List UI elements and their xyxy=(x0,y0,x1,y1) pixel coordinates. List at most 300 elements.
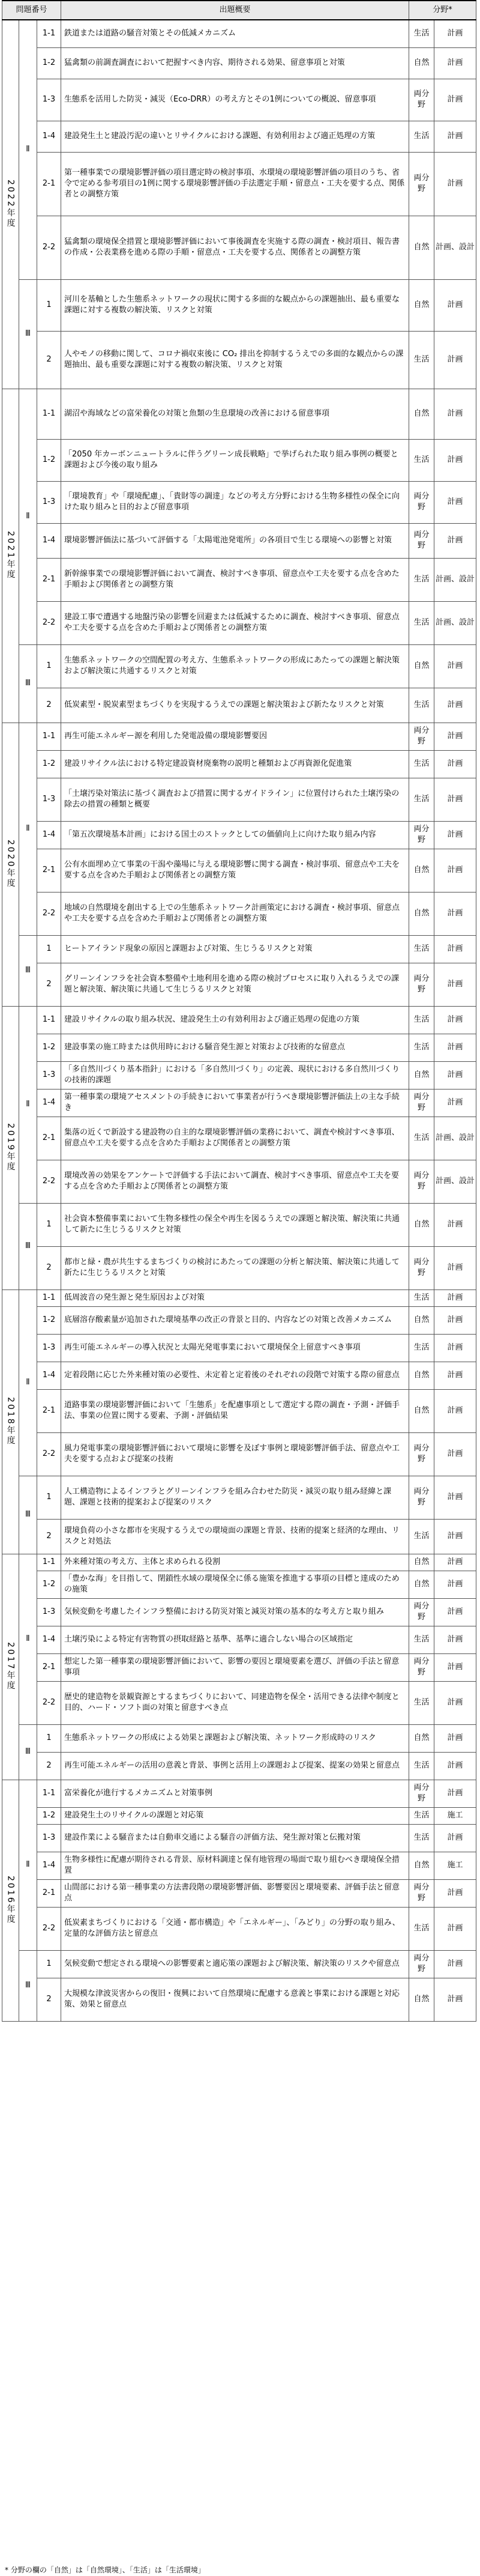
question-number: 1-2 xyxy=(37,1807,61,1824)
field-category: 計画 xyxy=(434,1061,476,1089)
section-number: Ⅱ xyxy=(19,723,37,935)
field-category: 計画、設計 xyxy=(434,1160,476,1203)
field-kind: 両分野 xyxy=(409,1950,434,1978)
field-kind: 自然 xyxy=(409,892,434,935)
table-row xyxy=(2,1362,476,1389)
table-row xyxy=(2,439,476,481)
question-summary: 人やモノの移動に関して、コロナ禍収束後に CO₂ 排出を抑制するうえでの多面的な観点からの課題抽出、最も重要な課題に対する複数の解決策、リスクと対策 xyxy=(61,331,409,389)
question-summary: 生態系ネットワークの形成による効果と課題および解決策、ネットワーク形成時のリスク xyxy=(61,1724,409,1752)
question-summary: 集落の近くで新設する建設物の自主的な環境影響評価の業務において、調査や検討すべき事項、留意点や工夫を要する点を含めた手順および関係者との調整方策 xyxy=(61,1117,409,1160)
section-number: Ⅲ xyxy=(19,1724,37,1780)
question-summary: 「第五次環境基本計画」における国土のストックとしての価値向上に向けた取り組み内容 xyxy=(61,821,409,849)
field-kind: 生活 xyxy=(409,439,434,481)
question-summary: 風力発電事業の環境影響評価において環境に影響を及ぼす事例と環境影響評価手法、留意点や工夫を要する点および提案の技術 xyxy=(61,1432,409,1476)
table-row xyxy=(2,20,476,47)
field-category: 計画 xyxy=(434,1306,476,1334)
question-summary: 土壌汚染による特定有害物質の摂取経路と基準、基準に適合しない場合の区域指定 xyxy=(61,1626,409,1653)
table-row xyxy=(2,1571,476,1598)
section-number: Ⅲ xyxy=(19,935,37,1006)
field-category: 計画 xyxy=(434,1978,476,2021)
question-summary: 環境影響評価法に基づいて評価する「太陽電池発電所」の各項目で生じる環境への影響と対策 xyxy=(61,523,409,558)
question-number: 1-3 xyxy=(37,481,61,523)
question-number: 2-2 xyxy=(37,1681,61,1724)
field-category: 計画 xyxy=(434,1034,476,1061)
field-category: 計画 xyxy=(434,1626,476,1653)
question-summary: 富栄養化が進行するメカニズムと対策事例 xyxy=(61,1780,409,1807)
table-row xyxy=(2,821,476,849)
field-kind: 生活 xyxy=(409,1290,434,1306)
question-summary: 建設リサイクル法における特定建設資材廃棄物の説明と種類および再資源化促進策 xyxy=(61,750,409,778)
field-kind: 自然 xyxy=(409,1554,434,1571)
question-summary: 「豊かな海」を目指して、閉鎖性水域の環境保全に係る施策を推進する事項の目標と達成のための施策 xyxy=(61,1571,409,1598)
field-category: 計画 xyxy=(434,1334,476,1362)
table-row xyxy=(2,1554,476,1571)
question-number: 2 xyxy=(37,1246,61,1290)
table-row xyxy=(2,1034,476,1061)
field-kind: 生活 xyxy=(409,935,434,963)
field-kind: 自然 xyxy=(409,1724,434,1752)
field-category: 計画 xyxy=(434,1246,476,1290)
question-number: 1 xyxy=(37,1950,61,1978)
question-number: 1-4 xyxy=(37,1626,61,1653)
table-row xyxy=(2,1950,476,1978)
question-number: 1 xyxy=(37,1203,61,1246)
question-summary: 山間部における第一種事業の方法書段階の環境影響評価、影響要因と環境要素、評価手法と留意点 xyxy=(61,1879,409,1907)
field-kind: 生活 xyxy=(409,121,434,152)
field-category: 計画 xyxy=(434,1752,476,1780)
question-number: 2-1 xyxy=(37,1389,61,1432)
question-number: 2-1 xyxy=(37,558,61,601)
question-summary: 「2050 年カーボンニュートラルに伴うグリーン成長戦略」で挙げられた取り組み事例の概要と課題および今後の取り組み xyxy=(61,439,409,481)
field-category: 計画 xyxy=(434,1571,476,1598)
field-kind: 自然 xyxy=(409,216,434,279)
question-number: 1-1 xyxy=(37,20,61,47)
year-label: 2021年度 xyxy=(2,389,19,723)
year-label: 2022年度 xyxy=(2,20,19,389)
question-number: 2 xyxy=(37,688,61,723)
table-row xyxy=(2,121,476,152)
question-summary: 外来種対策の考え方、主体と求められる役割 xyxy=(61,1554,409,1571)
question-number: 2-1 xyxy=(37,849,61,892)
field-kind: 自然 xyxy=(409,279,434,331)
header-field: 分野* xyxy=(409,1,476,20)
table-row xyxy=(2,1907,476,1950)
field-kind: 両分野 xyxy=(409,152,434,216)
question-number: 1-3 xyxy=(37,1598,61,1626)
question-number: 1-2 xyxy=(37,47,61,79)
question-number: 1-4 xyxy=(37,1362,61,1389)
field-kind: 生活 xyxy=(409,1752,434,1780)
field-kind: 生活 xyxy=(409,1681,434,1724)
field-category: 計画 xyxy=(434,121,476,152)
question-summary: 再生可能エネルギー源を利用した発電設備の環境影響要因 xyxy=(61,723,409,750)
field-category: 計画 xyxy=(434,644,476,688)
field-kind: 両分野 xyxy=(409,1246,434,1290)
table-row xyxy=(2,279,476,331)
field-kind: 両分野 xyxy=(409,1160,434,1203)
section-number: Ⅱ xyxy=(19,20,37,279)
field-category: 計画、設計 xyxy=(434,1117,476,1160)
table-row xyxy=(2,1852,476,1879)
question-summary: 建設発生土と建設汚泥の違いとリサイクルにおける課題、有効利用および適正処理の方策 xyxy=(61,121,409,152)
section-number: Ⅱ xyxy=(19,1290,37,1476)
table-row xyxy=(2,1724,476,1752)
table-row xyxy=(2,1389,476,1432)
question-summary: 新幹線事業での環境影響評価において調査、検討すべき事項、留意点や工夫を要する点を含めた手順および関係者との調整方策 xyxy=(61,558,409,601)
field-category: 計画 xyxy=(434,389,476,439)
field-category: 計画 xyxy=(434,1681,476,1724)
question-summary: 生態系を活用した防災・減災（Eco-DRR）の考え方とその1例についての概説、留意事項 xyxy=(61,79,409,121)
field-category: 計画 xyxy=(434,1879,476,1907)
field-kind: 両分野 xyxy=(409,1598,434,1626)
question-summary: 建設発生土のリサイクルの課題と対応策 xyxy=(61,1807,409,1824)
question-number: 2 xyxy=(37,963,61,1006)
question-number: 2 xyxy=(37,1752,61,1780)
question-number: 1-4 xyxy=(37,121,61,152)
field-category: 計画 xyxy=(434,1203,476,1246)
question-summary: 低炭素まちづくりにおける「交通・都市構造」や「エネルギー」、「みどり」の分野の取り組み、定量的な評価方法と留意点 xyxy=(61,1907,409,1950)
table-row xyxy=(2,389,476,439)
table-row xyxy=(2,1476,476,1519)
field-kind: 生活 xyxy=(409,1117,434,1160)
question-number: 1-2 xyxy=(37,750,61,778)
question-number: 2-1 xyxy=(37,1879,61,1907)
field-category: 計画 xyxy=(434,892,476,935)
header-number: 問題番号 xyxy=(2,1,61,20)
field-kind: 生活 xyxy=(409,778,434,821)
field-kind: 自然 xyxy=(409,47,434,79)
field-kind: 両分野 xyxy=(409,481,434,523)
question-summary: 歴史的建造物を景観資源とするまちづくりにおいて、同建造物を保全・活用できる法律や制度と目的、ハード・ソフト面の対策と留意すべき点 xyxy=(61,1681,409,1724)
field-kind: 自然 xyxy=(409,1203,434,1246)
question-number: 1-2 xyxy=(37,1306,61,1334)
question-number: 1-1 xyxy=(37,1006,61,1034)
field-category: 施工 xyxy=(434,1852,476,1879)
table-row xyxy=(2,1807,476,1824)
question-number: 1 xyxy=(37,935,61,963)
question-number: 1-3 xyxy=(37,1334,61,1362)
field-category: 計画 xyxy=(434,1519,476,1554)
section-number: Ⅱ xyxy=(19,1006,37,1203)
question-number: 2-1 xyxy=(37,152,61,216)
table-row xyxy=(2,331,476,389)
question-summary: 再生可能エネルギーの導入状況と太陽光発電事業において環境保全上留意すべき事項 xyxy=(61,1334,409,1362)
field-kind: 自然 xyxy=(409,389,434,439)
question-summary: 気候変動を考慮したインフラ整備における防災対策と減災対策の基本的な考え方と取り組み xyxy=(61,1598,409,1626)
question-summary: 第一種事業の環境アセスメントの手続きにおいて事業者が行うべき環境影響評価法上の主な手続き xyxy=(61,1089,409,1117)
question-summary: 環境改善の効果をアンケートで評価する手法において調査、検討すべき事項、留意点や工夫を要する点を含めた手順および関係者との調整方策 xyxy=(61,1160,409,1203)
field-category: 計画 xyxy=(434,439,476,481)
field-kind: 生活 xyxy=(409,1034,434,1061)
question-summary: 建設作業による騒音または自動車交通による騒音の評価方法、発生源対策と伝搬対策 xyxy=(61,1824,409,1852)
field-kind: 自然 xyxy=(409,1571,434,1598)
field-category: 計画 xyxy=(434,1290,476,1306)
field-kind: 自然 xyxy=(409,1362,434,1389)
question-summary: 都市と緑・農が共生するまちづくりの検討にあたっての課題の分析と解決策、解決策に共通して新たに生じうるリスクと対策 xyxy=(61,1246,409,1290)
table-row xyxy=(2,1978,476,2021)
table-row xyxy=(2,216,476,279)
table-row xyxy=(2,1089,476,1117)
question-number: 1-4 xyxy=(37,1852,61,1879)
question-number: 1 xyxy=(37,644,61,688)
field-kind: 両分野 xyxy=(409,1879,434,1907)
table-row xyxy=(2,1006,476,1034)
question-summary: 想定した第一種事業の環境影響評価において、影響の要因と環境要素を選び、評価の手法と留意事項 xyxy=(61,1653,409,1681)
question-summary: 猛禽類の環境保全措置と環境影響評価において事後調査を実施する際の調査・検討項目、報告書の作成・公表業務を進める際の手順・留意点・工夫を要する点、関係者との調整方策 xyxy=(61,216,409,279)
field-kind: 両分野 xyxy=(409,79,434,121)
field-kind: 生活 xyxy=(409,1626,434,1653)
table-row xyxy=(2,152,476,216)
question-number: 1-1 xyxy=(37,389,61,439)
question-summary: グリーンインフラを社会資本整備や土地利用を進める際の検討プロセスに取り入れるうえでの課題と解決策、解決策に共通して生じうるリスクと対策 xyxy=(61,963,409,1006)
field-kind: 両分野 xyxy=(409,963,434,1006)
question-number: 1 xyxy=(37,279,61,331)
table-row xyxy=(2,1432,476,1476)
table-row xyxy=(2,79,476,121)
question-summary: 生物多様性に配慮が期待される背景、原材料調達と保有地管理の場面で取り組むべき環境保全措置 xyxy=(61,1852,409,1879)
question-summary: 生態系ネットワークの空間配置の考え方、生態系ネットワークの形成にあたっての課題と解決策および解決策に共通するリスクと対策 xyxy=(61,644,409,688)
table-row xyxy=(2,778,476,821)
field-category: 計画 xyxy=(434,821,476,849)
header-row xyxy=(2,1,476,20)
question-number: 1-2 xyxy=(37,439,61,481)
question-number: 1-1 xyxy=(37,1780,61,1807)
question-number: 1-1 xyxy=(37,1290,61,1306)
field-kind: 両分野 xyxy=(409,1089,434,1117)
exam-table xyxy=(2,0,476,2022)
table-row xyxy=(2,723,476,750)
question-summary: 公有水面埋め立て事業の干潟や藻場に与える環境影響に関する調査・検討事項、留意点や工夫を要する点を含めた手順および関係者との調整方策 xyxy=(61,849,409,892)
question-number: 1-3 xyxy=(37,778,61,821)
question-summary: 建設事業の施工時または供用時における騒音発生源と対策および技術的な留意点 xyxy=(61,1034,409,1061)
field-kind: 生活 xyxy=(409,1334,434,1362)
table-row xyxy=(2,1598,476,1626)
field-kind: 両分野 xyxy=(409,821,434,849)
field-kind: 両分野 xyxy=(409,1432,434,1476)
table-row xyxy=(2,935,476,963)
header-summary: 出題概要 xyxy=(61,1,409,20)
field-kind: 両分野 xyxy=(409,1780,434,1807)
table-row xyxy=(2,1780,476,1807)
question-number: 1 xyxy=(37,1476,61,1519)
field-category: 計画 xyxy=(434,523,476,558)
field-category: 計画 xyxy=(434,79,476,121)
field-kind: 生活 xyxy=(409,688,434,723)
question-summary: 鉄道または道路の騒音対策とその低減メカニズム xyxy=(61,20,409,47)
table-row xyxy=(2,1681,476,1724)
table-row xyxy=(2,1290,476,1306)
field-kind: 生活 xyxy=(409,1907,434,1950)
field-category: 計画 xyxy=(434,849,476,892)
question-number: 2-2 xyxy=(37,1160,61,1203)
question-summary: 低周波音の発生源と発生原因および対策 xyxy=(61,1290,409,1306)
table-row xyxy=(2,1117,476,1160)
section-number: Ⅱ xyxy=(19,389,37,644)
field-category: 計画 xyxy=(434,1598,476,1626)
field-kind: 生活 xyxy=(409,601,434,644)
table-row xyxy=(2,1653,476,1681)
question-number: 1-1 xyxy=(37,1554,61,1571)
question-summary: 「多自然川づくり基本指針」における「多自然川づくり」の定義、現状における多自然川づくりの技術的課題 xyxy=(61,1061,409,1089)
table-row xyxy=(2,523,476,558)
question-summary: 「土壌汚染対策法に基づく調査および措置に関するガイドライン」に位置付けられた土壌汚染の除去の措置の種類と概要 xyxy=(61,778,409,821)
question-number: 1-4 xyxy=(37,821,61,849)
question-summary: ヒートアイランド現象の原因と課題および対策、生じうるリスクと対策 xyxy=(61,935,409,963)
question-summary: 猛禽類の前調査調査において把握すべき内容、期待される効果、留意事項と対策 xyxy=(61,47,409,79)
field-category: 計画 xyxy=(434,331,476,389)
field-kind: 生活 xyxy=(409,558,434,601)
field-kind: 自然 xyxy=(409,1306,434,1334)
field-category: 計画 xyxy=(434,1824,476,1852)
table-row xyxy=(2,892,476,935)
field-category: 計画、設計 xyxy=(434,601,476,644)
question-summary: 低炭素型・脱炭素型まちづくりを実現するうえでの課題と解決策および新たなリスクと対策 xyxy=(61,688,409,723)
field-category: 計画 xyxy=(434,1432,476,1476)
question-number: 2-2 xyxy=(37,601,61,644)
field-kind: 生活 xyxy=(409,20,434,47)
question-number: 2-2 xyxy=(37,216,61,279)
table-row xyxy=(2,1334,476,1362)
field-kind: 両分野 xyxy=(409,1653,434,1681)
question-summary: 河川を基軸とした生態系ネットワークの現状に関する多面的な観点からの課題抽出、最も重要な課題に対する複数の解決策、リスクと対策 xyxy=(61,279,409,331)
section-number: Ⅱ xyxy=(19,1780,37,1950)
question-number: 1-4 xyxy=(37,1089,61,1117)
field-category: 計画 xyxy=(434,750,476,778)
question-number: 2 xyxy=(37,1519,61,1554)
field-category: 計画 xyxy=(434,1006,476,1034)
table-row xyxy=(2,558,476,601)
year-label: 2018年度 xyxy=(2,1290,19,1554)
section-number: Ⅲ xyxy=(19,644,37,723)
field-category: 計画 xyxy=(434,481,476,523)
footnote: * 分野の欄の「自然」は「自然環境」、「生活」は「生活環境」 xyxy=(5,2566,205,2574)
field-category: 計画 xyxy=(434,688,476,723)
field-kind: 自然 xyxy=(409,1061,434,1089)
field-category: 計画 xyxy=(434,1476,476,1519)
field-category: 計画 xyxy=(434,1362,476,1389)
section-number: Ⅲ xyxy=(19,1203,37,1290)
question-summary: 道路事業の環境影響評価において「生態系」を配慮事項として選定する際の調査・予測・評価手法、事業の位置に関する要素、予測・評価結果 xyxy=(61,1389,409,1432)
field-category: 施工 xyxy=(434,1807,476,1824)
question-summary: 定着段階に応じた外来種対策の必要性、未定着と定着後のそれぞれの段階で対策する際の留意点 xyxy=(61,1362,409,1389)
question-summary: 環境負荷の小さな都市を実現するうえでの環境面の課題と背景、技術的提案と経済的な理由、リスクと対処法 xyxy=(61,1519,409,1554)
field-kind: 生活 xyxy=(409,1006,434,1034)
table-row xyxy=(2,688,476,723)
question-summary: 人工構造物によるインフラとグリーンインフラを組み合わせた防災・減災の取り組み経緯と課題、課題と技術的提案および提案のリスク xyxy=(61,1476,409,1519)
question-number: 2-2 xyxy=(37,892,61,935)
table-row xyxy=(2,1061,476,1089)
field-category: 計画 xyxy=(434,1389,476,1432)
table-row xyxy=(2,601,476,644)
table-row xyxy=(2,750,476,778)
field-category: 計画 xyxy=(434,1653,476,1681)
section-number: Ⅲ xyxy=(19,1950,37,2021)
section-number: Ⅲ xyxy=(19,279,37,389)
field-category: 計画 xyxy=(434,279,476,331)
question-summary: 社会資本整備事業において生物多様性の保全や再生を図るうえでの課題と解決策、解決策に共通して新たに生じうるリスクと対策 xyxy=(61,1203,409,1246)
question-summary: 底層溶存酸素量が追加された環境基準の改正の背景と目的、内容などの対策と改善メカニズム xyxy=(61,1306,409,1334)
field-category: 計画 xyxy=(434,723,476,750)
question-number: 2-1 xyxy=(37,1653,61,1681)
question-summary: 大規模な津波災害からの復旧・復興において自然環境に配慮する意義と事業における課題と対応策、効果と留意点 xyxy=(61,1978,409,2021)
field-kind: 生活 xyxy=(409,331,434,389)
field-kind: 両分野 xyxy=(409,1476,434,1519)
question-summary: 「環境教育」や「環境配慮」、「貴財等の調達」などの考え方分野における生物多様性の保全に向けた取り組みと目的および留意事項 xyxy=(61,481,409,523)
question-number: 2-2 xyxy=(37,1432,61,1476)
table-row xyxy=(2,1203,476,1246)
table-row xyxy=(2,1626,476,1653)
question-summary: 建設工事で遭遇する地盤汚染の影響を回避または低減するために調査、検討すべき事項、留意点や工夫を要する点を含めた手順および関係者との調整方策 xyxy=(61,601,409,644)
question-summary: 再生可能エネルギーの活用の意義と背景、事例と活用上の課題および提案、提案の効果と留意点 xyxy=(61,1752,409,1780)
field-kind: 自然 xyxy=(409,644,434,688)
table-row xyxy=(2,1879,476,1907)
field-kind: 生活 xyxy=(409,750,434,778)
field-category: 計画 xyxy=(434,152,476,216)
question-number: 1-2 xyxy=(37,1571,61,1598)
year-label: 2017年度 xyxy=(2,1554,19,1780)
year-label: 2016年度 xyxy=(2,1780,19,2021)
table-row xyxy=(2,1160,476,1203)
field-category: 計画 xyxy=(434,1554,476,1571)
field-category: 計画 xyxy=(434,963,476,1006)
question-number: 1 xyxy=(37,1724,61,1752)
question-summary: 地域の自然環境を創出する上での生態系ネットワーク計画策定における調査・検討事項、留意点や工夫を要する点を含めた手順および関係者との調整方策 xyxy=(61,892,409,935)
field-category: 計画 xyxy=(434,1089,476,1117)
question-summary: 建設リサイクルの取り組み状況、建設発生土の有効利用および適正処理の促進の方策 xyxy=(61,1006,409,1034)
question-summary: 気候変動で想定される環境への影響要素と適応策の課題および解決策、解決策のリスクや留意点 xyxy=(61,1950,409,1978)
question-number: 1-3 xyxy=(37,1824,61,1852)
table-row xyxy=(2,481,476,523)
section-number: Ⅲ xyxy=(19,1476,37,1554)
field-category: 計画 xyxy=(434,47,476,79)
question-number: 2-1 xyxy=(37,1117,61,1160)
table-row xyxy=(2,1246,476,1290)
table-row xyxy=(2,849,476,892)
field-category: 計画、設計 xyxy=(434,216,476,279)
field-kind: 自然 xyxy=(409,849,434,892)
year-label: 2020年度 xyxy=(2,723,19,1006)
field-kind: 自然 xyxy=(409,1852,434,1879)
field-category: 計画 xyxy=(434,1950,476,1978)
year-label: 2019年度 xyxy=(2,1006,19,1290)
field-kind: 両分野 xyxy=(409,723,434,750)
question-summary: 湖沼や海域などの富栄養化の対策と魚類の生息環境の改善における留意事項 xyxy=(61,389,409,439)
table-row xyxy=(2,1824,476,1852)
field-kind: 両分野 xyxy=(409,523,434,558)
question-number: 1-1 xyxy=(37,723,61,750)
table-row xyxy=(2,1752,476,1780)
table-row xyxy=(2,1519,476,1554)
question-number: 1-3 xyxy=(37,1061,61,1089)
field-category: 計画、設計 xyxy=(434,558,476,601)
field-kind: 生活 xyxy=(409,1824,434,1852)
question-number: 2 xyxy=(37,1978,61,2021)
question-number: 1-4 xyxy=(37,523,61,558)
field-category: 計画 xyxy=(434,935,476,963)
table-row xyxy=(2,47,476,79)
field-kind: 自然 xyxy=(409,1978,434,2021)
field-category: 計画 xyxy=(434,778,476,821)
question-number: 1-3 xyxy=(37,79,61,121)
field-category: 計画 xyxy=(434,1724,476,1752)
section-number: Ⅱ xyxy=(19,1554,37,1724)
table-body xyxy=(2,20,476,2021)
question-number: 2-2 xyxy=(37,1907,61,1950)
field-category: 計画 xyxy=(434,20,476,47)
question-number: 1-2 xyxy=(37,1034,61,1061)
question-number: 2 xyxy=(37,331,61,389)
field-kind: 自然 xyxy=(409,1389,434,1432)
